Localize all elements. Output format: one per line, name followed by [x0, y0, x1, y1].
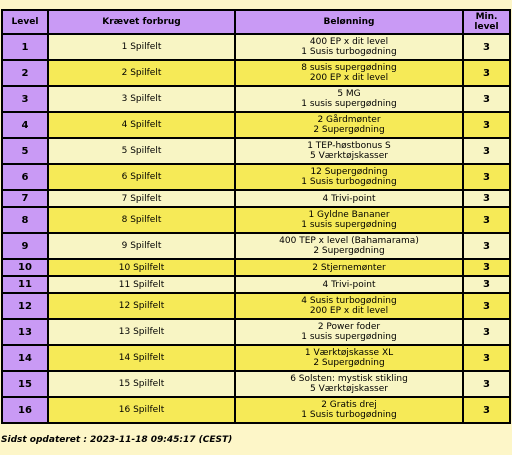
minlevel-cell: 3	[464, 234, 509, 258]
cost-cell: 5 Spilfelt	[49, 139, 234, 163]
reward-line: 6 Solsten: mystisk stikling	[290, 374, 408, 384]
cost-cell: 8 Spilfelt	[49, 208, 234, 232]
table-row	[3, 61, 509, 85]
reward-line: 1 susis supergødning	[301, 99, 397, 109]
reward-line: 2 Supergødning	[313, 358, 385, 368]
minlevel-cell: 3	[464, 320, 509, 344]
reward-cell	[236, 398, 462, 422]
level-cell: 4	[3, 113, 47, 137]
reward-line: 1 Susis turbogødning	[301, 410, 397, 420]
level-cell: 9	[3, 234, 47, 258]
reward-line: 4 Trivi-point	[322, 279, 376, 290]
reward-cell	[236, 277, 462, 292]
level-cell: 2	[3, 61, 47, 85]
minlevel-cell: 3	[464, 260, 509, 275]
cost-cell: 9 Spilfelt	[49, 234, 234, 258]
header-reward: Belønning	[236, 11, 462, 33]
reward-line: 200 EP x dit level	[309, 306, 389, 316]
header-minlevel	[464, 11, 509, 33]
reward-cell	[236, 191, 462, 206]
minlevel-cell: 3	[464, 113, 509, 137]
table-row	[3, 277, 509, 292]
reward-cell	[236, 372, 462, 396]
reward-line: 2 Supergødning	[313, 125, 385, 135]
reward-line: 1 Gyldne Bananer	[308, 210, 390, 220]
reward-line: 1 Værktøjskasse XL	[304, 348, 394, 358]
table-row	[3, 320, 509, 344]
reward-cell	[236, 113, 462, 137]
table-row	[3, 208, 509, 232]
level-cell: 12	[3, 294, 47, 318]
reward-cell	[236, 61, 462, 85]
level-cell: 1	[3, 35, 47, 59]
table-row	[3, 234, 509, 258]
level-cell: 3	[3, 87, 47, 111]
reward-line: 2 Gårdmønter	[317, 115, 381, 125]
level-cell: 7	[3, 191, 47, 206]
last-updated-text: Sidst opdateret : 2023-11-18 09:45:17 (CEST)	[1, 435, 233, 445]
reward-line: 2 Power foder	[317, 322, 381, 332]
table-row	[3, 294, 509, 318]
reward-cell	[236, 294, 462, 318]
reward-line: 5 Værktøjskasser	[310, 151, 388, 161]
minlevel-cell: 3	[464, 87, 509, 111]
table-row	[3, 260, 509, 275]
cost-cell: 13 Spilfelt	[49, 320, 234, 344]
level-cell: 15	[3, 372, 47, 396]
table-row	[3, 191, 509, 206]
table-row	[3, 398, 509, 422]
cost-cell: 7 Spilfelt	[49, 191, 234, 206]
cost-cell: 3 Spilfelt	[49, 87, 234, 111]
cost-cell: 10 Spilfelt	[49, 260, 234, 275]
minlevel-cell: 3	[464, 372, 509, 396]
table-row	[3, 346, 509, 370]
minlevel-cell: 3	[464, 61, 509, 85]
level-cell: 14	[3, 346, 47, 370]
reward-line: 1 TEP-høstbonus S	[307, 141, 391, 151]
minlevel-cell: 3	[464, 165, 509, 189]
minlevel-cell: 3	[464, 398, 509, 422]
table-row	[3, 35, 509, 59]
reward-cell	[236, 346, 462, 370]
levels-table	[1, 9, 511, 424]
reward-cell	[236, 165, 462, 189]
table-row	[3, 372, 509, 396]
reward-line: 4 Susis turbogødning	[301, 296, 397, 306]
table-body	[3, 35, 509, 422]
reward-line: 12 Supergødning	[310, 167, 388, 177]
level-cell: 16	[3, 398, 47, 422]
cost-cell: 4 Spilfelt	[49, 113, 234, 137]
table-row	[3, 165, 509, 189]
cost-cell: 6 Spilfelt	[49, 165, 234, 189]
reward-line: 5 Værktøjskasser	[310, 384, 388, 394]
cost-cell: 14 Spilfelt	[49, 346, 234, 370]
minlevel-cell: 3	[464, 139, 509, 163]
reward-line: 1 Susis turbogødning	[301, 47, 397, 57]
header-minlevel-line1: Min.	[475, 12, 498, 22]
reward-cell	[236, 35, 462, 59]
level-cell: 8	[3, 208, 47, 232]
minlevel-cell: 3	[464, 208, 509, 232]
reward-line: 1 susis supergødning	[301, 332, 397, 342]
minlevel-cell: 3	[464, 294, 509, 318]
reward-cell	[236, 234, 462, 258]
cost-cell: 12 Spilfelt	[49, 294, 234, 318]
minlevel-cell: 3	[464, 35, 509, 59]
header-minlevel-line2: level	[474, 22, 499, 32]
reward-line: 4 Trivi-point	[322, 193, 376, 204]
reward-cell	[236, 260, 462, 275]
header-cost: Krævet forbrug	[49, 11, 234, 33]
minlevel-cell: 3	[464, 191, 509, 206]
header-level: Level	[3, 11, 47, 33]
level-cell: 11	[3, 277, 47, 292]
reward-line: 8 susis supergødning	[301, 63, 397, 73]
level-cell: 13	[3, 320, 47, 344]
reward-line: 1 Susis turbogødning	[301, 177, 397, 187]
table-row	[3, 113, 509, 137]
cost-cell: 2 Spilfelt	[49, 61, 234, 85]
minlevel-cell: 3	[464, 277, 509, 292]
reward-cell	[236, 139, 462, 163]
reward-line: 400 EP x dit level	[309, 37, 389, 47]
cost-cell: 16 Spilfelt	[49, 398, 234, 422]
level-cell: 6	[3, 165, 47, 189]
level-cell: 10	[3, 260, 47, 275]
table-row	[3, 87, 509, 111]
reward-line: 2 Stjernemønter	[312, 262, 386, 273]
level-cell: 5	[3, 139, 47, 163]
reward-cell	[236, 87, 462, 111]
reward-cell	[236, 208, 462, 232]
cost-cell: 15 Spilfelt	[49, 372, 234, 396]
reward-line: 2 Gratis drej	[321, 400, 377, 410]
minlevel-cell: 3	[464, 346, 509, 370]
reward-line: 400 TEP x level (Bahamarama)	[279, 236, 419, 246]
table-header-row	[3, 11, 509, 33]
reward-line: 1 susis supergødning	[301, 220, 397, 230]
cost-cell: 11 Spilfelt	[49, 277, 234, 292]
reward-line: 200 EP x dit level	[309, 73, 389, 83]
table-row	[3, 139, 509, 163]
reward-line: 2 Supergødning	[313, 246, 385, 256]
reward-cell	[236, 320, 462, 344]
reward-line: 5 MG	[337, 89, 361, 99]
cost-cell: 1 Spilfelt	[49, 35, 234, 59]
